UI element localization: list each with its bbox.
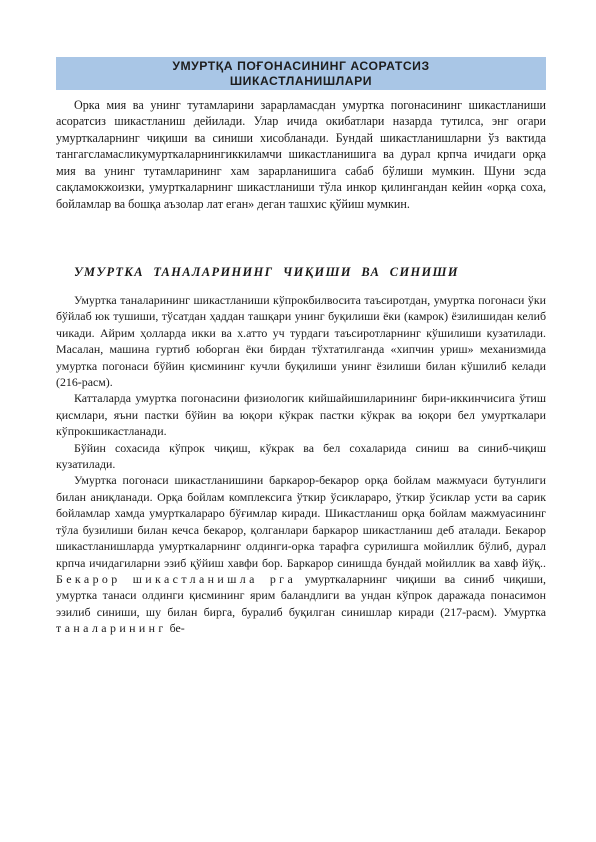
title-banner [56,57,546,90]
body-section [56,292,546,637]
body-paragraph-1: Умуртка таналарининг шикастланиши кўпрокбилвосита таъсиротдан, умуртка погонаси ўки бўйлаб юк тушиши, тўсатдан ҳаддан ташқари унинг буқилиши ёки (камрок) ёзилишидан келиб чикади. Айрим ҳолларда икки ва х.атто уч турдаги таъсиротларнинг кўшилиши кузатилади. Масалан, машина гуртиб юборган ёки бирдан тўхтатилганда «хипчин уриш» механизмида умуртка погонаси бўйин қисмининг кучли буқилиши унинг ёзилиши билан кўшилиб келади (216-расм). [56,293,546,390]
paragraph-4-text-c: бе- [166,621,185,636]
intro-paragraph: Орка мия ва унинг тутамларини зарарламасдан умуртка погонасининг шикастланиши асоратсиз шикастланиш дейилади. Улар ичида окибатлари назарда тутилса, энг огари умурткаларнинг чиқиши ва синиши хисобланади. Бундай шикастланишларни ўз вактида тангагсламасликумурткаларнингиккиламчи шикастланишига ва дурал крпча ичидаги орқа мия ва унинг тутамларининг хам зарарланишига сабаб бўлиши мумкин. Шуни эсда сақламокжоизки, умурткаларнинг шикастланиши тўла инкор қилингандан кейин «орқа соха, бойламлар ва бошқа аъзолар лат еган» деган ташхис қўйиш мумкин. [56,98,546,211]
paragraph-4-text-b: умурткаларнинг чиқиши ва синиб чиқиши, умуртка танаси олдинги қисмининг ярим баландлиги ва ундан кўпрок даражада понасимон эзилиб синиши, шу билан бирга, буралиб буқилган синишлар киради (217-расм). Умуртка [56,571,546,619]
section-heading: УМУРТКА ТАНАЛАРИНИНГ ЧИҚИШИ ВА СИНИШИ [74,265,459,279]
paragraph-4-text-a: Умуртка погонаси шикастланишини баркарор-бекарор орқа бойлам мажмуаси бутунлиги билан аниқланади. Орқа бойлам комплексига ўткир ўсиклараро, ўткир ўсиклар усти ва сарик бойламлар хамда умурткалараро бўғимлар киради. Шикастланиш орқа бойлам мажмуасининг тўла бузилиши билан кечса бекарор, қолганлари баркарор шикастланиш деб аталади. Бекарор шикастланишларда умурткаларнинг олдинги-орка тарафга сурилишга мойиллик бўлиб, дурал крпча ичидагиларни эзиб қўйиш хавфи бор. Баркарор синишда бундай мойиллик ва хавф йўқ.. [56,473,546,570]
body-paragraph-2: Катталарда умуртка погонасини физиологик кийшайишиларининг бири-иккинчисига ўтиш қисмлари, яъни пастки бўйин ва юқори кўкрак пастки кўкрак ва юқори бел умурткалари кўпрокшикастланади. [56,391,546,439]
title-line-1: УМУРТҚА ПОҒОНАСИНИНГ АСОРАТСИЗ [172,58,430,73]
body-paragraph-3: Бўйин сохасида кўпрок чиқиш, кўкрак ва бел сохаларида синиш ва синиб-чиқиш кузатилади. [56,440,546,472]
intro-section [56,97,546,212]
spaced-emphasis-a: Бекарор шикастланишла рга [56,571,297,586]
body-paragraph-4 [56,472,546,636]
spaced-emphasis-b: таналарининг [56,621,167,636]
title-line-2: ШИКАСТЛАНИШЛАРИ [229,73,373,88]
